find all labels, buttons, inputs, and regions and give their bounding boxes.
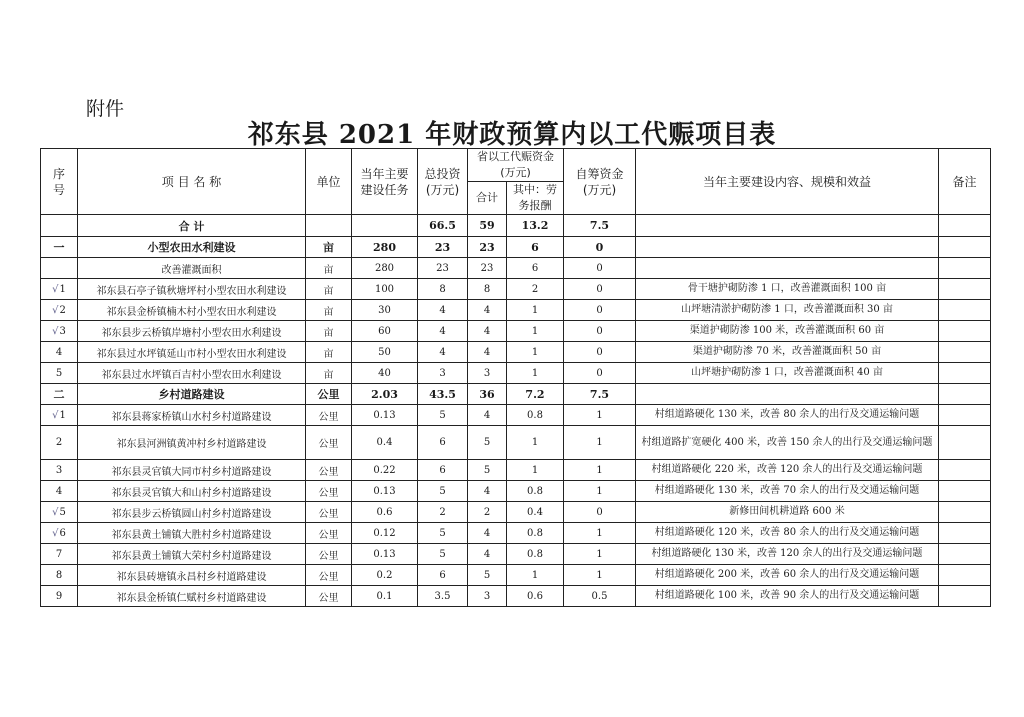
cell-name: 祁东县砖塘镇永昌村乡村道路建设: [78, 565, 306, 586]
cell-self: 1: [564, 405, 636, 426]
cell-invest: 5: [418, 523, 468, 544]
header-remark: 备注: [939, 149, 991, 215]
cell-self: 0: [564, 258, 636, 279]
cell-task: 50: [352, 342, 418, 363]
header-content: 当年主要建设内容、规模和效益: [636, 149, 939, 215]
total-label: 合 计: [78, 215, 306, 237]
cell-remark: [939, 363, 991, 384]
cell-invest: 5: [418, 481, 468, 502]
cell-remark: [939, 258, 991, 279]
cell-unit: 亩: [306, 300, 352, 321]
cell-remark: [939, 321, 991, 342]
cell-unit: 公里: [306, 384, 352, 405]
table-row: [41, 342, 991, 363]
cell-prov-total: 4: [468, 523, 507, 544]
cell-unit: 公里: [306, 481, 352, 502]
project-table: [40, 148, 991, 607]
cell-name: 祁东县灵官镇大和山村乡村道路建设: [78, 481, 306, 502]
cell-name: 小型农田水利建设: [78, 237, 306, 258]
cell-name: 乡村道路建设: [78, 384, 306, 405]
seq-number: 5: [59, 506, 66, 518]
cell-self: 0: [564, 502, 636, 523]
cell-prov-total: 4: [468, 300, 507, 321]
cell-remark: [939, 460, 991, 481]
cell-self: 1: [564, 426, 636, 460]
cell-invest: 3.5: [418, 586, 468, 607]
cell-unit: 公里: [306, 544, 352, 565]
table-row: [41, 363, 991, 384]
cell-content: 村组道路硬化 130 米，改善 70 余人的出行及交通运输问题: [636, 481, 939, 502]
cell-invest: 23: [418, 258, 468, 279]
cell-content: [636, 384, 939, 405]
cell-content: 村组道路硬化 120 米，改善 80 余人的出行及交通运输问题: [636, 523, 939, 544]
header-unit: 单位: [306, 149, 352, 215]
cell-seq: 7: [41, 544, 78, 565]
total-row: [41, 215, 991, 237]
cell-unit: 亩: [306, 342, 352, 363]
cell-task: 0.13: [352, 481, 418, 502]
cell-invest: 5: [418, 544, 468, 565]
total-self: 7.5: [564, 215, 636, 237]
cell-task: 2.03: [352, 384, 418, 405]
cell-prov-total: 2: [468, 502, 507, 523]
cell-unit: 公里: [306, 523, 352, 544]
attachment-label: 附件: [86, 98, 125, 120]
cell-prov-total: 4: [468, 321, 507, 342]
table-row: [41, 460, 991, 481]
cell-content: 渠道护砌防渗 100 米，改善灌溉面积 60 亩: [636, 321, 939, 342]
table-row: [41, 544, 991, 565]
seq-number: 1: [59, 409, 66, 421]
cell-remark: [939, 405, 991, 426]
cell-unit: 亩: [306, 258, 352, 279]
cell-prov-total: 4: [468, 544, 507, 565]
table-row: [41, 300, 991, 321]
cell-name: 祁东县金桥镇仁赋村乡村道路建设: [78, 586, 306, 607]
cell-self: 1: [564, 565, 636, 586]
cell-prov-total: 5: [468, 565, 507, 586]
cell-invest: 2: [418, 502, 468, 523]
cell-invest: 23: [418, 237, 468, 258]
cell-seq: [41, 321, 78, 342]
cell-task: 0.2: [352, 565, 418, 586]
cell-seq: 5: [41, 363, 78, 384]
section-row: [41, 384, 991, 405]
cell-prov-labor: 0.8: [507, 523, 564, 544]
cell-invest: 6: [418, 460, 468, 481]
check-mark: √: [52, 506, 59, 518]
cell-task: 0.1: [352, 586, 418, 607]
table-row: [41, 481, 991, 502]
cell-prov-labor: 1: [507, 321, 564, 342]
cell-self: 0: [564, 342, 636, 363]
cell-seq: [41, 523, 78, 544]
cell-seq: 二: [41, 384, 78, 405]
cell-invest: 4: [418, 342, 468, 363]
cell-content: 渠道护砌防渗 70 米，改善灌溉面积 50 亩: [636, 342, 939, 363]
seq-number: 2: [59, 304, 66, 316]
cell-seq: [41, 258, 78, 279]
cell-self: 7.5: [564, 384, 636, 405]
cell-task: 0.13: [352, 544, 418, 565]
check-mark: √: [52, 527, 59, 539]
cell-invest: 4: [418, 300, 468, 321]
table-row: [41, 258, 991, 279]
cell-prov-labor: 0.8: [507, 405, 564, 426]
cell-prov-total: 5: [468, 426, 507, 460]
cell-seq: 一: [41, 237, 78, 258]
cell-prov-labor: 1: [507, 363, 564, 384]
header-prov-group: 省以工代赈资金 (万元): [468, 149, 564, 182]
cell-content: 村组道路硬化 200 米，改善 60 余人的出行及交通运输问题: [636, 565, 939, 586]
cell-invest: 5: [418, 405, 468, 426]
cell-invest: 8: [418, 279, 468, 300]
cell-task: 100: [352, 279, 418, 300]
table-row: [41, 279, 991, 300]
cell-content: 村组道路硬化 100 米，改善 90 余人的出行及交通运输问题: [636, 586, 939, 607]
cell-remark: [939, 544, 991, 565]
cell-unit: 公里: [306, 426, 352, 460]
cell-content: [636, 258, 939, 279]
cell-seq: 8: [41, 565, 78, 586]
cell-seq: [41, 405, 78, 426]
cell-task: 280: [352, 258, 418, 279]
cell-self: 1: [564, 481, 636, 502]
table-row: [41, 502, 991, 523]
cell-content: 村组道路硬化 130 米，改善 120 余人的出行及交通运输问题: [636, 544, 939, 565]
cell-prov-total: 36: [468, 384, 507, 405]
total-prov-total: 59: [468, 215, 507, 237]
cell-prov-labor: 7.2: [507, 384, 564, 405]
cell-name: 祁东县灵官镇大同市村乡村道路建设: [78, 460, 306, 481]
cell-prov-total: 4: [468, 481, 507, 502]
cell-seq: [41, 279, 78, 300]
cell-prov-labor: 6: [507, 258, 564, 279]
cell-seq: 4: [41, 342, 78, 363]
cell-name: 祁东县金桥镇楠木村小型农田水利建设: [78, 300, 306, 321]
cell-unit: 亩: [306, 279, 352, 300]
cell-seq: [41, 502, 78, 523]
seq-number: 6: [59, 527, 66, 539]
cell-seq: 4: [41, 481, 78, 502]
cell-prov-labor: 0.4: [507, 502, 564, 523]
cell-content: 骨干塘护砌防渗 1 口，改善灌溉面积 100 亩: [636, 279, 939, 300]
cell-task: 280: [352, 237, 418, 258]
header-name: 项 目 名 称: [78, 149, 306, 215]
section-row: [41, 237, 991, 258]
cell-content: 山坪塘护砌防渗 1 口，改善灌溉面积 40 亩: [636, 363, 939, 384]
cell-content: 山坪塘清淤护砌防渗 1 口，改善灌溉面积 30 亩: [636, 300, 939, 321]
cell-seq: 3: [41, 460, 78, 481]
cell-name: 祁东县步云桥镇圆山村乡村道路建设: [78, 502, 306, 523]
cell-prov-labor: 6: [507, 237, 564, 258]
total-content: [636, 215, 939, 237]
cell-task: 40: [352, 363, 418, 384]
cell-prov-total: 5: [468, 460, 507, 481]
cell-prov-labor: 1: [507, 460, 564, 481]
cell-unit: 亩: [306, 237, 352, 258]
cell-name: 祁东县石亭子镇秋塘坪村小型农田水利建设: [78, 279, 306, 300]
cell-seq: 2: [41, 426, 78, 460]
cell-self: 1: [564, 460, 636, 481]
cell-self: 0: [564, 363, 636, 384]
table-row: [41, 523, 991, 544]
cell-content: 村组道路扩宽硬化 400 米，改善 150 余人的出行及交通运输问题: [636, 426, 939, 460]
cell-prov-labor: 1: [507, 565, 564, 586]
cell-unit: 公里: [306, 586, 352, 607]
cell-seq: [41, 300, 78, 321]
cell-remark: [939, 523, 991, 544]
cell-self: 1: [564, 523, 636, 544]
header-prov-labor: 其中：劳 务报酬: [507, 182, 564, 215]
total-task: [352, 215, 418, 237]
cell-invest: 3: [418, 363, 468, 384]
cell-name: 祁东县过水坪镇延山市村小型农田水利建设: [78, 342, 306, 363]
cell-prov-labor: 2: [507, 279, 564, 300]
cell-remark: [939, 279, 991, 300]
total-seq: [41, 215, 78, 237]
total-remark: [939, 215, 991, 237]
cell-self: 0: [564, 237, 636, 258]
cell-seq: 9: [41, 586, 78, 607]
check-mark: √: [52, 409, 59, 421]
cell-content: 新修田间机耕道路 600 米: [636, 502, 939, 523]
seq-number: 3: [59, 325, 66, 337]
cell-remark: [939, 384, 991, 405]
cell-prov-total: 23: [468, 258, 507, 279]
cell-self: 0: [564, 321, 636, 342]
total-prov-labor: 13.2: [507, 215, 564, 237]
cell-task: 0.6: [352, 502, 418, 523]
cell-remark: [939, 342, 991, 363]
cell-prov-labor: 0.8: [507, 481, 564, 502]
cell-prov-labor: 1: [507, 342, 564, 363]
cell-remark: [939, 586, 991, 607]
cell-remark: [939, 481, 991, 502]
header-prov-total: 合计: [468, 182, 507, 215]
total-invest: 66.5: [418, 215, 468, 237]
cell-task: 30: [352, 300, 418, 321]
cell-remark: [939, 502, 991, 523]
cell-task: 0.22: [352, 460, 418, 481]
cell-invest: 6: [418, 426, 468, 460]
cell-unit: 亩: [306, 363, 352, 384]
cell-prov-total: 3: [468, 363, 507, 384]
cell-self: 0.5: [564, 586, 636, 607]
cell-prov-total: 23: [468, 237, 507, 258]
cell-name: 祁东县黄土铺镇大胜村乡村道路建设: [78, 523, 306, 544]
check-mark: √: [52, 325, 59, 337]
cell-task: 0.13: [352, 405, 418, 426]
header-invest: 总投资 (万元): [418, 149, 468, 215]
cell-self: 0: [564, 300, 636, 321]
cell-prov-labor: 1: [507, 300, 564, 321]
header-task: 当年主要 建设任务: [352, 149, 418, 215]
cell-prov-total: 4: [468, 405, 507, 426]
cell-unit: 公里: [306, 460, 352, 481]
cell-self: 0: [564, 279, 636, 300]
cell-content: 村组道路硬化 130 米，改善 80 余人的出行及交通运输问题: [636, 405, 939, 426]
cell-content: [636, 237, 939, 258]
table-row: [41, 405, 991, 426]
cell-content: 村组道路硬化 220 米，改善 120 余人的出行及交通运输问题: [636, 460, 939, 481]
header-self: 自筹资金 (万元): [564, 149, 636, 215]
cell-invest: 6: [418, 565, 468, 586]
cell-invest: 4: [418, 321, 468, 342]
cell-name: 祁东县过水坪镇百吉村小型农田水利建设: [78, 363, 306, 384]
total-unit: [306, 215, 352, 237]
seq-number: 1: [59, 283, 66, 295]
cell-prov-labor: 0.6: [507, 586, 564, 607]
cell-task: 0.4: [352, 426, 418, 460]
cell-remark: [939, 237, 991, 258]
cell-prov-total: 4: [468, 342, 507, 363]
table-row: [41, 565, 991, 586]
cell-remark: [939, 300, 991, 321]
check-mark: √: [52, 283, 59, 295]
document-title: 祁东县 2021 年财政预算内以工代赈项目表: [247, 120, 777, 150]
cell-unit: 公里: [306, 565, 352, 586]
cell-remark: [939, 426, 991, 460]
header-seq: 序 号: [41, 149, 78, 215]
cell-unit: 亩: [306, 321, 352, 342]
cell-invest: 43.5: [418, 384, 468, 405]
cell-remark: [939, 565, 991, 586]
cell-prov-total: 3: [468, 586, 507, 607]
table-row: [41, 321, 991, 342]
cell-task: 60: [352, 321, 418, 342]
table-row: [41, 586, 991, 607]
cell-name: 祁东县步云桥镇岸塘村小型农田水利建设: [78, 321, 306, 342]
cell-unit: 公里: [306, 405, 352, 426]
check-mark: √: [52, 304, 59, 316]
cell-self: 1: [564, 544, 636, 565]
table-row: [41, 426, 991, 460]
cell-unit: 公里: [306, 502, 352, 523]
cell-name: 祁东县黄土铺镇大荣村乡村道路建设: [78, 544, 306, 565]
cell-prov-total: 8: [468, 279, 507, 300]
cell-task: 0.12: [352, 523, 418, 544]
cell-name: 改善灌溉面积: [78, 258, 306, 279]
cell-prov-labor: 0.8: [507, 544, 564, 565]
cell-name: 祁东县蒋家桥镇山水村乡村道路建设: [78, 405, 306, 426]
cell-name: 祁东县河洲镇黄冲村乡村道路建设: [78, 426, 306, 460]
cell-prov-labor: 1: [507, 426, 564, 460]
